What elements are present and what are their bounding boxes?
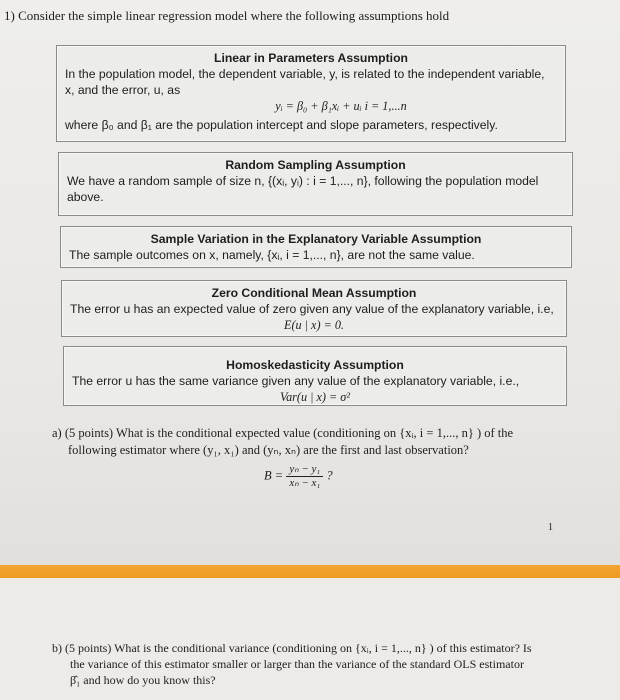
- box-body: The error u has an expected value of zero given any value of the explanatory variable, i.e,: [70, 302, 554, 316]
- page-separator-band: [0, 565, 620, 578]
- random-sampling-box: [58, 152, 573, 216]
- worksheet-page-2: [0, 578, 620, 700]
- box-equation: E(u | x) = 0.: [284, 318, 344, 332]
- box-title: Homoskedasticity Assumption: [226, 358, 404, 372]
- estimator-denominator: xₙ − x₁: [289, 477, 321, 489]
- estimator-fraction: [286, 463, 323, 490]
- part-b-line1: b) (5 points) What is the conditional variance (conditioning on {xᵢ, i = 1,..., n} ) of this estimator? Is: [52, 641, 532, 655]
- homoskedasticity-box: [63, 346, 567, 406]
- box-equation: yᵢ = β₀ + β₁xᵢ + uᵢ i = 1,...n: [275, 99, 407, 113]
- part-b: [52, 640, 612, 688]
- box-title: Sample Variation in the Explanatory Variable Assumption: [150, 232, 482, 246]
- estimator-numerator: yₙ − y₁: [286, 463, 323, 477]
- sample-variation-box: [60, 226, 572, 268]
- box-body: The sample outcomes on x, namely, {xᵢ, i = 1,..., n}, are not the same value.: [69, 248, 475, 262]
- part-b-line2: the variance of this estimator smaller or larger than the variance of the standard OLS estimator: [70, 657, 524, 671]
- part-a: [52, 425, 597, 490]
- part-a-line2: following estimator where (y₁, x₁) and (yₙ, xₙ) are the first and last observation?: [68, 443, 469, 457]
- question-header: 1) Consider the simple linear regression model where the following assumptions hold: [4, 8, 450, 23]
- box-equation: Var(u | x) = σ²: [280, 390, 350, 404]
- box-title: Random Sampling Assumption: [225, 158, 406, 172]
- estimator-tail: ?: [326, 468, 333, 483]
- part-a-line1: a) (5 points) What is the conditional expected value (conditioning on {xᵢ, i = 1,..., n} ) of the: [52, 426, 514, 440]
- estimator-equation: [52, 463, 597, 490]
- estimator-lhs: B =: [264, 468, 284, 483]
- box-body: In the population model, the dependent variable, y, is related to the independent variable, x, and the error, u, as: [65, 67, 545, 97]
- box-title: Zero Conditional Mean Assumption: [211, 286, 417, 300]
- box-body: The error u has the same variance given any value of the explanatory variable, i.e.,: [72, 374, 520, 388]
- box-body: We have a random sample of size n, {(xᵢ, yᵢ) : i = 1,..., n}, following the population model above.: [67, 174, 539, 204]
- page-number: 1: [548, 522, 553, 533]
- zero-conditional-mean-box: [61, 280, 567, 337]
- box-title: Linear in Parameters Assumption: [214, 51, 408, 65]
- linear-params-box: [56, 45, 566, 142]
- part-b-line3: β̂₁ and how do you know this?: [70, 673, 216, 687]
- box-after: where β₀ and β₁ are the population intercept and slope parameters, respectively.: [65, 118, 498, 132]
